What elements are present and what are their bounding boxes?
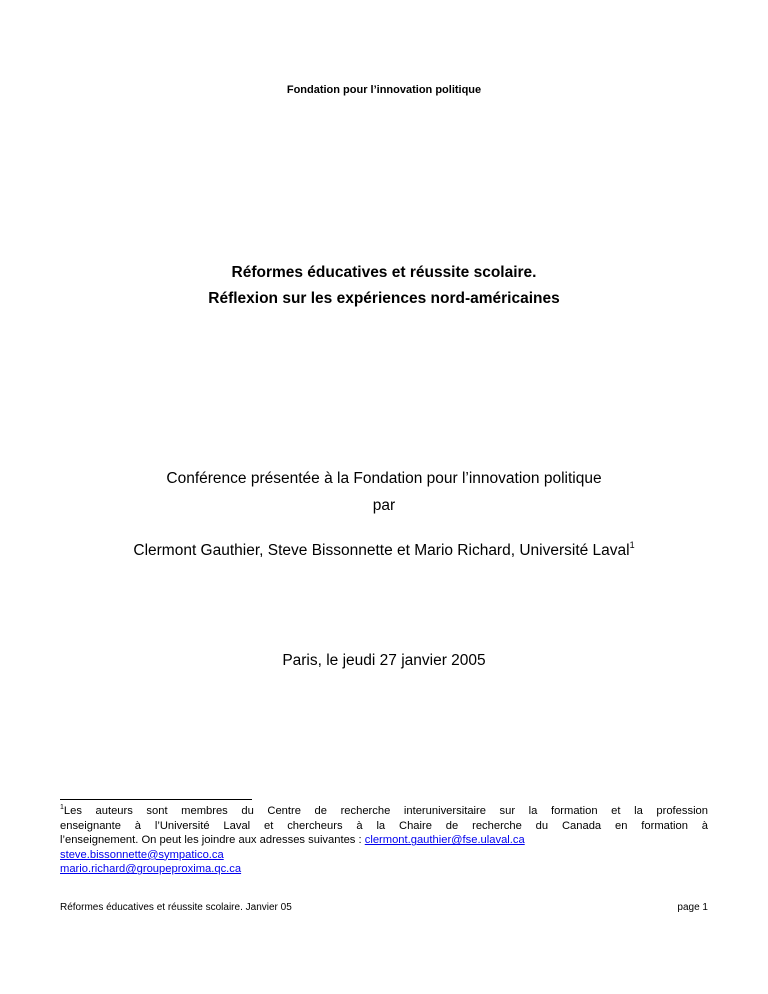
document-title-line-2: Réflexion sur les expériences nord-américaines [208, 290, 560, 307]
footnote-line-2: enseignante à l’Université Laval et chercheurs à la Chaire de recherche du Canada en formation à [60, 819, 708, 832]
footnote-marker: 1 [60, 804, 64, 811]
footnote-line-4 [60, 848, 708, 863]
authors-line [0, 542, 768, 560]
footnote [60, 804, 708, 877]
email-link-mario[interactable]: mario.richard@groupeproxima.qc.ca [60, 863, 242, 876]
running-title: Réformes éducatives et réussite scolaire. Janvier 05 [60, 902, 292, 913]
conference-statement: Conférence présentée à la Fondation pour l’innovation politique [166, 470, 602, 487]
footnote-line-3: l’enseignement. On peut les joindre aux adresses suivantes : clermont.gauthier@fse.ulaval.ca [60, 834, 525, 847]
by-label: par [372, 497, 396, 514]
header-organization: Fondation pour l’innovation politique [286, 84, 482, 96]
document-title-line-1: Réformes éducatives et réussite scolaire. [231, 264, 537, 281]
footnote-line-1: $^1$Les auteurs sont membres du Centre de recherche interuniversitaire sur la formation et la profession [60, 804, 708, 817]
authors-text: Clermont Gauthier, Steve Bissonnette et Mario Richard, Université Laval [133, 542, 630, 559]
page-number: page 1 [677, 902, 708, 913]
footnote-separator [60, 799, 252, 800]
email-link-steve[interactable]: steve.bissonnette@sympatico.ca [60, 848, 224, 861]
email-link-clermont[interactable]: clermont.gauthier@fse.ulaval.ca [364, 834, 525, 847]
footnote-line-5 [60, 862, 708, 877]
place-and-date: Paris, le jeudi 27 janvier 2005 [282, 652, 486, 669]
footnote-reference: 1 [629, 540, 635, 550]
